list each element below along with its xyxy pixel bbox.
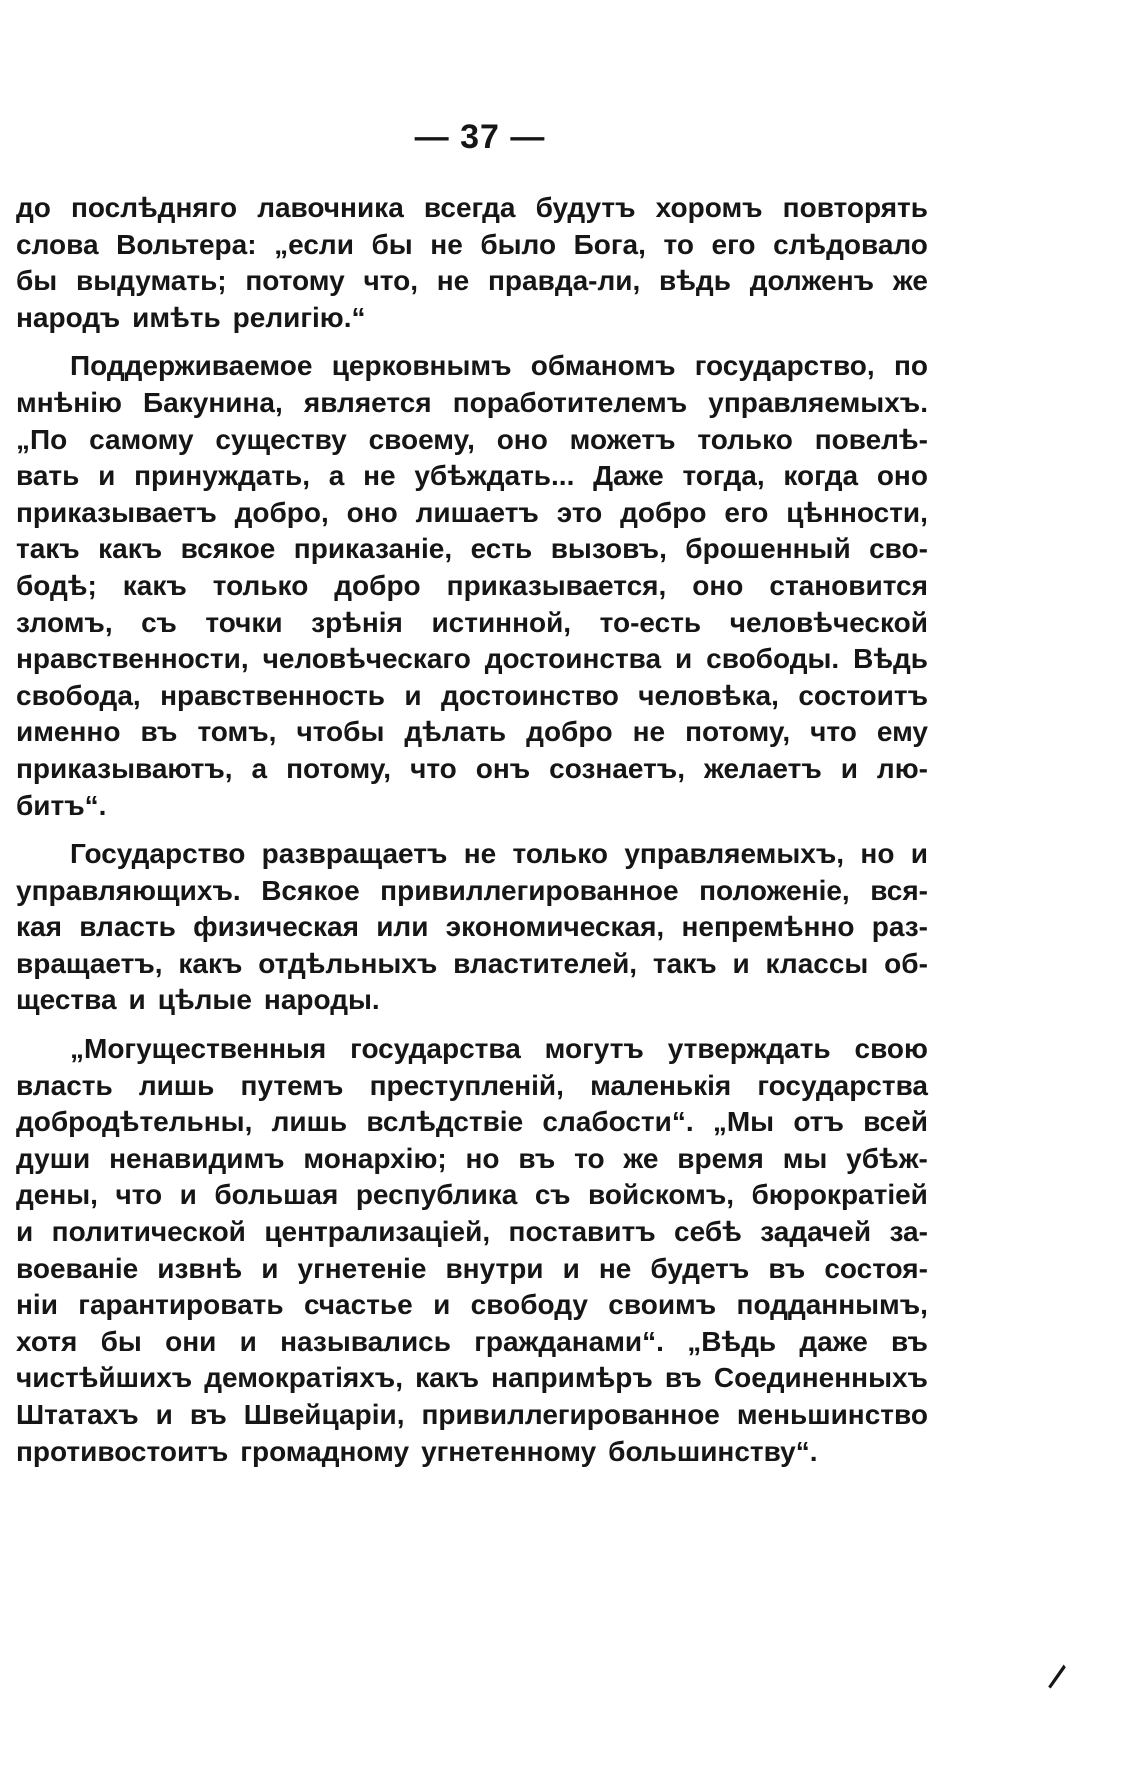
text-line: щества и цѣлые народы. xyxy=(16,984,380,1016)
text-line: Штатахъ и въ Швейцаріи, привиллегированное меньшинство xyxy=(16,1399,928,1430)
text-line: народъ имѣть религію.“ xyxy=(16,301,366,333)
paragraph xyxy=(16,1031,928,1470)
text-line: „Могущественныя государства могутъ утверждать свою xyxy=(70,1033,928,1065)
ink-mark xyxy=(1045,1661,1068,1694)
text-line: и политической централизаціей, поставитъ себѣ задачей за- xyxy=(16,1216,928,1248)
text-line: бодѣ; какъ только добро приказывается, оно становится xyxy=(16,569,928,601)
text-line: приказываетъ добро, оно лишаетъ это добро его цѣнности, xyxy=(16,496,928,528)
text-line: хотя бы они и назывались гражданами“. „Вѣдь даже въ xyxy=(16,1325,928,1357)
text-line: свобода, нравственность и достоинство человѣка, состоитъ xyxy=(16,679,928,711)
text-line: противостоитъ громадному угнетенному большинству“. xyxy=(16,1435,818,1467)
text-line: слова Вольтера: „если бы не было Бога, то его слѣдовало xyxy=(16,228,928,260)
text-line: зломъ, съ точки зрѣнія истинной, то-есть человѣческой xyxy=(16,606,928,638)
text-line: именно въ томъ, чтобы дѣлать добро не потому, что ему xyxy=(16,716,928,748)
text-line: приказываютъ, а потому, что онъ сознаетъ, желаетъ и лю- xyxy=(16,752,928,784)
text-line: ніи гарантировать счастье и свободу своимъ подданнымъ, xyxy=(16,1289,928,1321)
text-line: Поддерживаемое церковнымъ обманомъ государство, по xyxy=(70,350,928,382)
text-line: кая власть физическая или экономическая, непремѣнно раз- xyxy=(16,911,928,943)
text-line: бы выдумать; потому что, не правда-ли, вѣдь долженъ же xyxy=(16,265,928,297)
text-line: добродѣтельны, лишь вслѣдствіе слабости“. „Мы отъ всей xyxy=(16,1106,928,1138)
body-text xyxy=(16,190,928,1482)
text-line: души ненавидимъ монархію; но въ то же время мы убѣж- xyxy=(16,1142,928,1174)
text-line: чистѣйшихъ демократіяхъ, какъ напримѣръ въ Соединенныхъ xyxy=(16,1362,928,1394)
text-line: дены, что и большая республика съ войскомъ, бюрократіей xyxy=(16,1179,928,1211)
text-line: власть лишь путемъ преступленій, маленькія государства xyxy=(16,1069,928,1101)
text-line: воеваніе извнѣ и угнетеніе внутри и не будетъ въ состоя- xyxy=(16,1252,928,1284)
paragraph xyxy=(16,836,928,1019)
text-line: мнѣнію Бакунина, является поработителемъ управляемыхъ. xyxy=(16,386,928,418)
text-line: вращаетъ, какъ отдѣльныхъ властителей, такъ и классы об- xyxy=(16,947,928,979)
text-line: до послѣдняго лавочника всегда будутъ хоромъ повторять xyxy=(16,192,928,223)
text-line: „По самому существу своему, оно можетъ только повелѣ- xyxy=(16,423,928,455)
text-line: управляющихъ. Всякое привиллегированное положеніе, вся- xyxy=(16,874,928,906)
text-line: такъ какъ всякое приказаніе, есть вызовъ, брошенный сво- xyxy=(16,533,928,565)
page-number: — 37 — xyxy=(414,118,546,156)
text-line: нравственности, человѣческаго достоинства и свободы. Вѣдь xyxy=(16,643,928,675)
text-line: Государство развращаетъ не только управляемыхъ, но и xyxy=(70,838,928,870)
text-line: вать и принуждать, а не убѣждать... Даже тогда, когда оно xyxy=(16,460,928,492)
paragraph xyxy=(16,190,928,336)
text-line: битъ“. xyxy=(16,789,107,821)
paragraph xyxy=(16,348,928,824)
